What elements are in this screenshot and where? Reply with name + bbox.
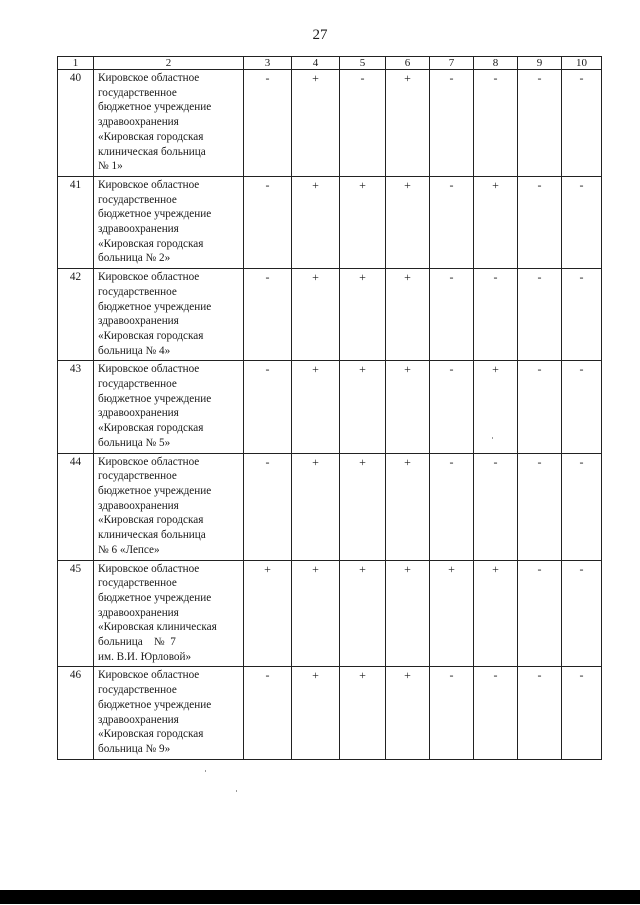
header-cell: 8 (474, 57, 518, 70)
mark-cell: - (518, 361, 562, 453)
mark-cell: - (430, 269, 474, 361)
institution-name-line: здравоохранения (98, 499, 179, 512)
mark-cell: + (386, 453, 430, 560)
mark-cell: + (386, 70, 430, 177)
mark-cell: + (340, 176, 386, 268)
institution-name-line: государственное (98, 285, 177, 298)
institution-name-line: № 6 «Лепсе» (98, 543, 160, 556)
mark-cell: - (474, 269, 518, 361)
mark-cell: - (430, 361, 474, 453)
mark-cell: - (562, 361, 602, 453)
institution-name-line: № 1» (98, 160, 123, 173)
mark-cell: - (474, 70, 518, 177)
mark-cell: + (292, 269, 340, 361)
header-cell: 9 (518, 57, 562, 70)
mark-cell: + (292, 667, 340, 759)
row-number: 40 (58, 70, 94, 177)
mark-cell: - (562, 269, 602, 361)
institution-name-line: «Кировская городская (98, 237, 204, 250)
institution-name-line: больница № 4» (98, 344, 171, 357)
mark-cell: + (474, 361, 518, 453)
institution-name-line: государственное (98, 684, 177, 697)
institution-name-line: Кировское областное (98, 363, 200, 376)
header-cell: 10 (562, 57, 602, 70)
table-row (58, 176, 602, 268)
institution-name (94, 70, 244, 177)
mark-cell: + (340, 269, 386, 361)
institution-name-line: государственное (98, 193, 177, 206)
table-row (58, 560, 602, 667)
mark-cell: - (340, 70, 386, 177)
mark-cell: - (430, 667, 474, 759)
institution-name-line: больница № 7 (98, 636, 176, 649)
institution-name (94, 453, 244, 560)
mark-cell: - (244, 453, 292, 560)
institution-name-line: Кировское областное (98, 178, 200, 191)
mark-cell: + (292, 70, 340, 177)
row-number: 44 (58, 453, 94, 560)
institution-name-line: бюджетное учреждение (98, 698, 212, 711)
mark-cell: - (474, 453, 518, 560)
institution-name-line: государственное (98, 378, 177, 391)
header-cell: 1 (58, 57, 94, 70)
institution-name-line: бюджетное учреждение (98, 208, 212, 221)
table-row (58, 361, 602, 453)
institution-name (94, 176, 244, 268)
page-number: 27 (312, 27, 328, 43)
mark-cell: + (340, 361, 386, 453)
mark-cell: - (562, 453, 602, 560)
mark-cell: - (518, 453, 562, 560)
institution-name-line: Кировское областное (98, 669, 200, 682)
institution-name (94, 667, 244, 759)
institutions-table (57, 56, 602, 760)
table-body (58, 57, 602, 760)
institution-name-line: здравоохранения (98, 606, 179, 619)
institution-name-line: государственное (98, 577, 177, 590)
mark-cell: + (386, 361, 430, 453)
mark-cell: + (474, 176, 518, 268)
institution-name-line: клиническая больница (98, 529, 206, 542)
institution-name-line: им. В.И. Юрловой» (98, 650, 192, 663)
table-row (58, 269, 602, 361)
institution-name-line: «Кировская городская (98, 130, 204, 143)
mark-cell: - (430, 70, 474, 177)
mark-cell: - (562, 70, 602, 177)
mark-cell: + (244, 560, 292, 667)
row-number: 41 (58, 176, 94, 268)
institution-name-line: здравоохранения (98, 315, 179, 328)
institution-name-line: бюджетное учреждение (98, 101, 212, 114)
mark-cell: - (562, 176, 602, 268)
table-row (58, 667, 602, 759)
mark-cell: - (474, 667, 518, 759)
institution-name-line: Кировское областное (98, 72, 200, 84)
institution-name-line: «Кировская городская (98, 422, 204, 435)
institution-name-line: «Кировская клиническая (98, 621, 217, 634)
institution-name-line: государственное (98, 470, 177, 483)
row-number: 42 (58, 269, 94, 361)
mark-cell: - (244, 667, 292, 759)
institution-name-line: больница № 9» (98, 742, 171, 755)
scan-speck (205, 770, 206, 772)
mark-cell: + (292, 560, 340, 667)
institution-name-line: больница № 5» (98, 436, 171, 449)
table-row (58, 70, 602, 177)
header-cell: 4 (292, 57, 340, 70)
institution-name-line: Кировское областное (98, 455, 200, 468)
institution-name-line: бюджетное учреждение (98, 591, 212, 604)
mark-cell: + (292, 176, 340, 268)
institution-name-line: Кировское областное (98, 271, 200, 284)
institution-name-line: здравоохранения (98, 713, 179, 726)
mark-cell: + (340, 453, 386, 560)
mark-cell: - (244, 70, 292, 177)
institution-name-line: «Кировская городская (98, 728, 204, 741)
institution-name-line: бюджетное учреждение (98, 392, 212, 405)
header-cell: 5 (340, 57, 386, 70)
institution-name-line: «Кировская городская (98, 514, 204, 527)
institution-name-line: здравоохранения (98, 407, 179, 420)
institution-name-line: бюджетное учреждение (98, 484, 212, 497)
mark-cell: + (474, 560, 518, 667)
mark-cell: + (292, 453, 340, 560)
header-cell: 6 (386, 57, 430, 70)
institution-name-line: бюджетное учреждение (98, 300, 212, 313)
mark-cell: - (562, 560, 602, 667)
mark-cell: - (518, 269, 562, 361)
institution-name-line: Кировское областное (98, 562, 200, 575)
mark-cell: - (518, 70, 562, 177)
scan-speck (492, 437, 493, 439)
mark-cell: + (386, 176, 430, 268)
institution-name (94, 361, 244, 453)
mark-cell: + (292, 361, 340, 453)
institution-name-line: государственное (98, 86, 177, 99)
institution-name-line: здравоохранения (98, 223, 179, 236)
institution-name-line: больница № 2» (98, 252, 171, 265)
mark-cell: - (244, 269, 292, 361)
mark-cell: - (430, 176, 474, 268)
mark-cell: + (340, 560, 386, 667)
header-cell: 3 (244, 57, 292, 70)
mark-cell: + (386, 667, 430, 759)
mark-cell: + (340, 667, 386, 759)
institution-name-line: клиническая больница (98, 145, 206, 158)
row-number: 46 (58, 667, 94, 759)
mark-cell: + (386, 269, 430, 361)
mark-cell: - (562, 667, 602, 759)
scan-edge-bar (0, 890, 640, 904)
mark-cell: - (518, 667, 562, 759)
scan-speck (236, 790, 237, 792)
row-number: 45 (58, 560, 94, 667)
mark-cell: - (244, 361, 292, 453)
institution-name-line: здравоохранения (98, 116, 179, 129)
institution-name-line: «Кировская городская (98, 329, 204, 342)
header-cell: 7 (430, 57, 474, 70)
institution-name (94, 269, 244, 361)
mark-cell: - (244, 176, 292, 268)
row-number: 43 (58, 361, 94, 453)
mark-cell: + (430, 560, 474, 667)
institution-name (94, 560, 244, 667)
mark-cell: - (430, 453, 474, 560)
mark-cell: + (386, 560, 430, 667)
mark-cell: - (518, 560, 562, 667)
table-row (58, 453, 602, 560)
mark-cell: - (518, 176, 562, 268)
header-row (58, 57, 602, 70)
header-cell: 2 (94, 57, 244, 70)
